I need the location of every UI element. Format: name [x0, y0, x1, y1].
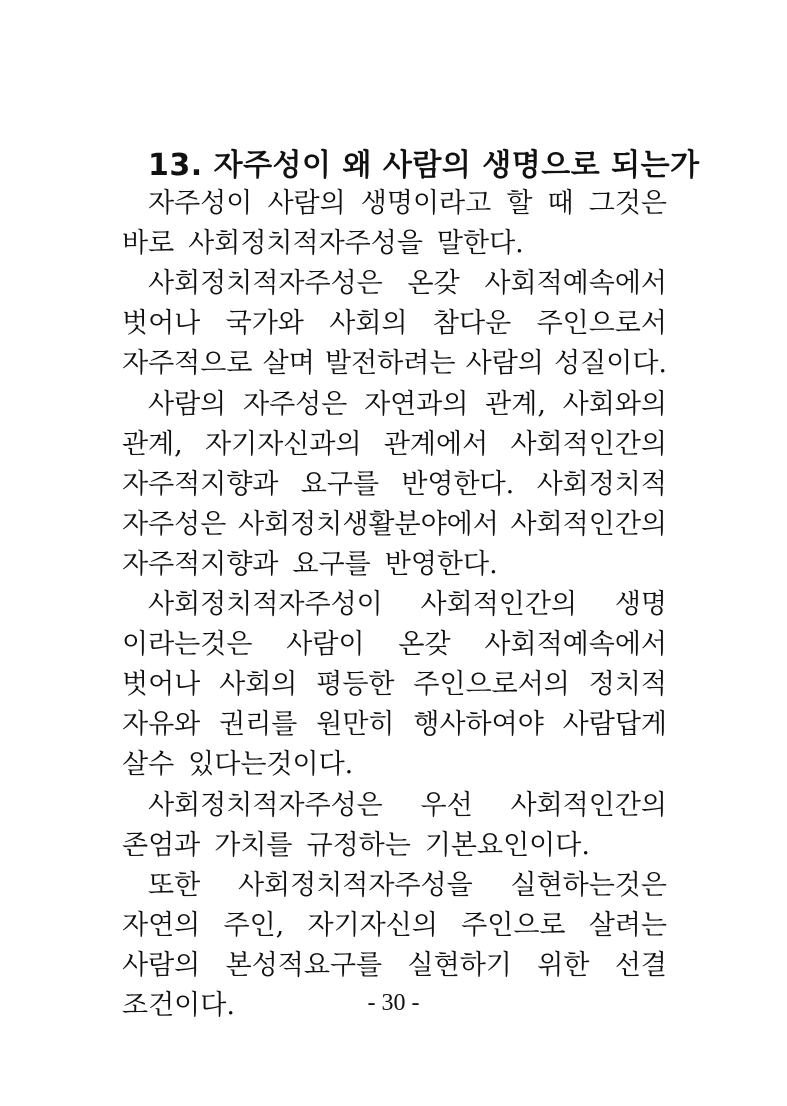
word: 본성적요구를 — [225, 950, 383, 981]
section-heading: 13. 자주성이 왜 사람의 생명으로 되는가 — [148, 148, 700, 183]
word: 관계, — [485, 389, 546, 420]
word: 참다운 — [432, 308, 512, 339]
word: 할 — [506, 188, 533, 219]
text-line — [122, 425, 667, 465]
word: 온갖 — [407, 268, 460, 299]
text-line — [148, 866, 667, 906]
word: 자주적지향과 — [122, 469, 279, 500]
word: 원만히 — [316, 709, 395, 740]
word: 때 — [547, 188, 574, 219]
text-line — [122, 344, 667, 384]
word: 주인으로서의 — [413, 669, 570, 700]
word: 말한다. — [436, 228, 524, 259]
word: 주인, — [223, 910, 285, 941]
word: 조건이다. — [122, 990, 235, 1021]
word: 온갖 — [398, 629, 451, 660]
word: 자주적으로 — [122, 348, 253, 379]
word: 자주성은 — [243, 389, 348, 420]
word: 벗어나 — [122, 308, 201, 339]
word: 자기자신과의 — [205, 429, 362, 460]
word: 사람의 — [267, 188, 346, 219]
word: 바로 — [122, 228, 175, 259]
word: 사회정치적자주성이 — [148, 589, 383, 620]
word: 그것은 — [588, 188, 667, 219]
word: 기본요인이다. — [424, 830, 590, 861]
text-line — [122, 826, 667, 866]
text-line — [122, 465, 667, 505]
word: 자유와 — [122, 709, 201, 740]
word: 주인으로서 — [536, 308, 667, 339]
word: 사회적예속에서 — [484, 268, 667, 299]
text-line — [122, 505, 667, 545]
text-line — [122, 705, 667, 745]
word: 관계, — [122, 429, 183, 460]
word: 사회정치적자주성은 — [148, 268, 383, 299]
word: 요구를 — [292, 549, 371, 580]
text-line — [122, 906, 667, 946]
word: 사회의 — [329, 308, 408, 339]
word: 사회정치적자주성을 — [188, 228, 423, 259]
text-line — [122, 625, 667, 665]
word: 사회적인간의 — [510, 790, 667, 821]
word: 또한 — [148, 870, 201, 901]
word: 사람의 — [148, 389, 227, 420]
text-line — [122, 224, 667, 264]
word: 위한 — [537, 950, 590, 981]
text-line — [148, 585, 667, 625]
text-line — [148, 264, 667, 304]
word: 벗어나 — [122, 669, 201, 700]
word: 자연과의 — [364, 389, 469, 420]
word: 사회적예속에서 — [484, 629, 667, 660]
word: 사람이 — [286, 629, 365, 660]
word: 행사하여야 — [413, 709, 544, 740]
word: 우선 — [420, 790, 473, 821]
word: 자기자신의 — [307, 910, 438, 941]
word: 살며 — [262, 348, 315, 379]
word: 평등한 — [316, 669, 395, 700]
word: 생명 — [614, 589, 667, 620]
word: 사회정치적자주성은 — [148, 790, 383, 821]
word: 정치적 — [588, 669, 667, 700]
word: 국가와 — [225, 308, 304, 339]
word: 생명이라고 — [360, 188, 492, 219]
word: 사람답게 — [562, 709, 667, 740]
word: 요구를 — [300, 469, 380, 500]
word: 사회정치적 — [536, 469, 667, 500]
word: 가치를 — [214, 830, 293, 861]
text-line — [122, 745, 667, 785]
word: 발전하려는 — [325, 348, 456, 379]
text-line — [122, 545, 667, 585]
text-line — [122, 665, 667, 705]
text-line — [122, 304, 667, 344]
word: 자주적지향과 — [122, 549, 279, 580]
word: 살수 — [122, 749, 175, 780]
word: 자연의 — [122, 910, 201, 941]
word: 자주성은 — [122, 509, 227, 540]
word: 사회정치적자주성을 — [237, 870, 473, 901]
word: 성질이다. — [554, 348, 667, 379]
text-line — [148, 786, 667, 826]
word: 규정하는 — [306, 830, 411, 861]
word: 실현하기 — [407, 950, 512, 981]
word: 사회정치생활분야에서 — [238, 509, 499, 540]
word: 존엄과 — [122, 830, 201, 861]
word: 주인으로 — [461, 910, 566, 941]
text-line — [122, 946, 667, 986]
word: 권리를 — [219, 709, 298, 740]
word: 반영한다. — [384, 549, 498, 580]
word: 실현하는것은 — [510, 870, 667, 901]
word: 사회의 — [219, 669, 298, 700]
word: 사람의 — [465, 348, 544, 379]
text-line — [148, 385, 667, 425]
page-number: - 30 - — [367, 990, 420, 1016]
word: 사회와의 — [562, 389, 667, 420]
text-line — [148, 184, 667, 224]
word: 살려는 — [588, 910, 667, 941]
word: 있다는것이다. — [188, 749, 354, 780]
word: 관계에서 — [383, 429, 489, 460]
word: 사람의 — [122, 950, 201, 981]
word: 이라는것은 — [122, 629, 253, 660]
word: 반영한다. — [401, 469, 515, 500]
word: 사회적인간의 — [510, 509, 667, 540]
word: 사회적인간의 — [510, 429, 667, 460]
word: 사회적인간의 — [420, 589, 578, 620]
word: 선결 — [614, 950, 667, 981]
word: 자주성이 — [148, 188, 253, 219]
